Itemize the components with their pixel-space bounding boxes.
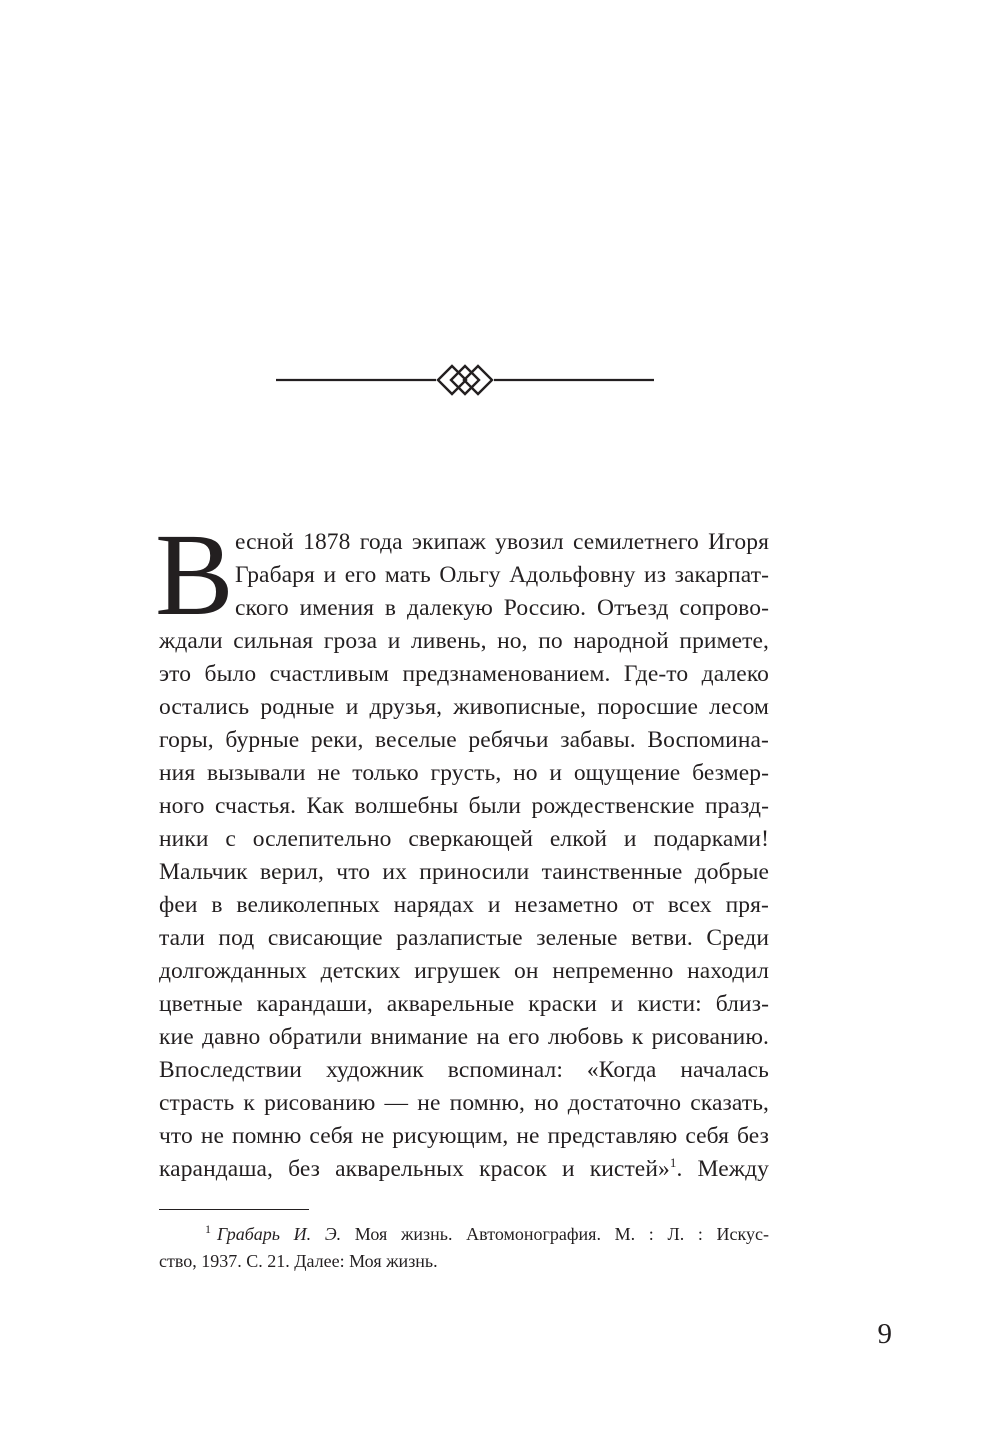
page-number: 9 [877,1318,892,1350]
text-line: тали под свисающие разлапистые зеленые ветви. Среди [159,925,769,951]
text-line: это было счастливым предзнаменованием. Где-то далеко [159,661,769,687]
text-line-last [159,1153,769,1186]
text-line: Мальчик верил, что их приносили таинственные добрые [159,859,769,885]
text-line: есной 1878 года экипаж увозил семилетнего Игоря [235,529,769,555]
text-line: горы, бурные реки, веселые ребячьи забавы. Воспомина- [159,727,769,753]
footnote-text: Моя жизнь. Автомонография. М. : Л. : Искус- [341,1224,769,1244]
text-line: страсть к рисованию — не помню, но достаточно сказать, [159,1090,769,1116]
text-line: долгожданных детских игрушек он непременно находил [159,958,769,984]
footnote-line [159,1221,769,1248]
footnote [159,1221,769,1275]
last-line-tail: . Между [676,1156,769,1182]
text-line: ного счастья. Как волшебны были рождественские празд- [159,793,769,819]
text-line: Впоследствии художник вспоминал: «Когда началась [159,1057,769,1083]
text-line: Грабаря и его мать Ольгу Адольфовну из закарпат- [235,562,769,588]
last-line-text: карандаша, без акварельных красок и кистей» [159,1156,670,1182]
footnote-line: ство, 1937. С. 21. Далее: Моя жизнь. [159,1251,438,1271]
text-line: цветные карандаши, акварельные краски и кисти: близ- [159,991,769,1017]
text-line: ждали сильная гроза и ливень, но, по народной примете, [159,628,769,654]
ornament-divider [276,362,654,400]
footnote-reference[interactable]: 1 [669,1155,677,1171]
main-paragraph [155,509,769,1186]
footnote-divider [159,1209,309,1210]
text-line: что не помню себя не рисующим, не представляю себя без [159,1123,769,1149]
text-line: ского имения в далекую Россию. Отъезд сопрово- [235,595,769,621]
text-line: ния вызывали не только грусть, но и ощущение безмер- [159,760,769,786]
text-line: кие давно обратили внимание на его любовь к рисованию. [159,1024,769,1050]
diamond-divider-icon [276,362,654,400]
footnote-author: Грабарь И. Э. [217,1224,342,1244]
text-line: ники с ослепительно сверкающей елкой и подарками! [159,826,769,852]
text-line: остались родные и друзья, живописные, поросшие лесом [159,694,769,720]
footnote-number: 1 [205,1222,211,1236]
drop-cap: В [155,509,234,640]
text-line: феи в великолепных нарядах и незаметно от всех пря- [159,892,769,918]
